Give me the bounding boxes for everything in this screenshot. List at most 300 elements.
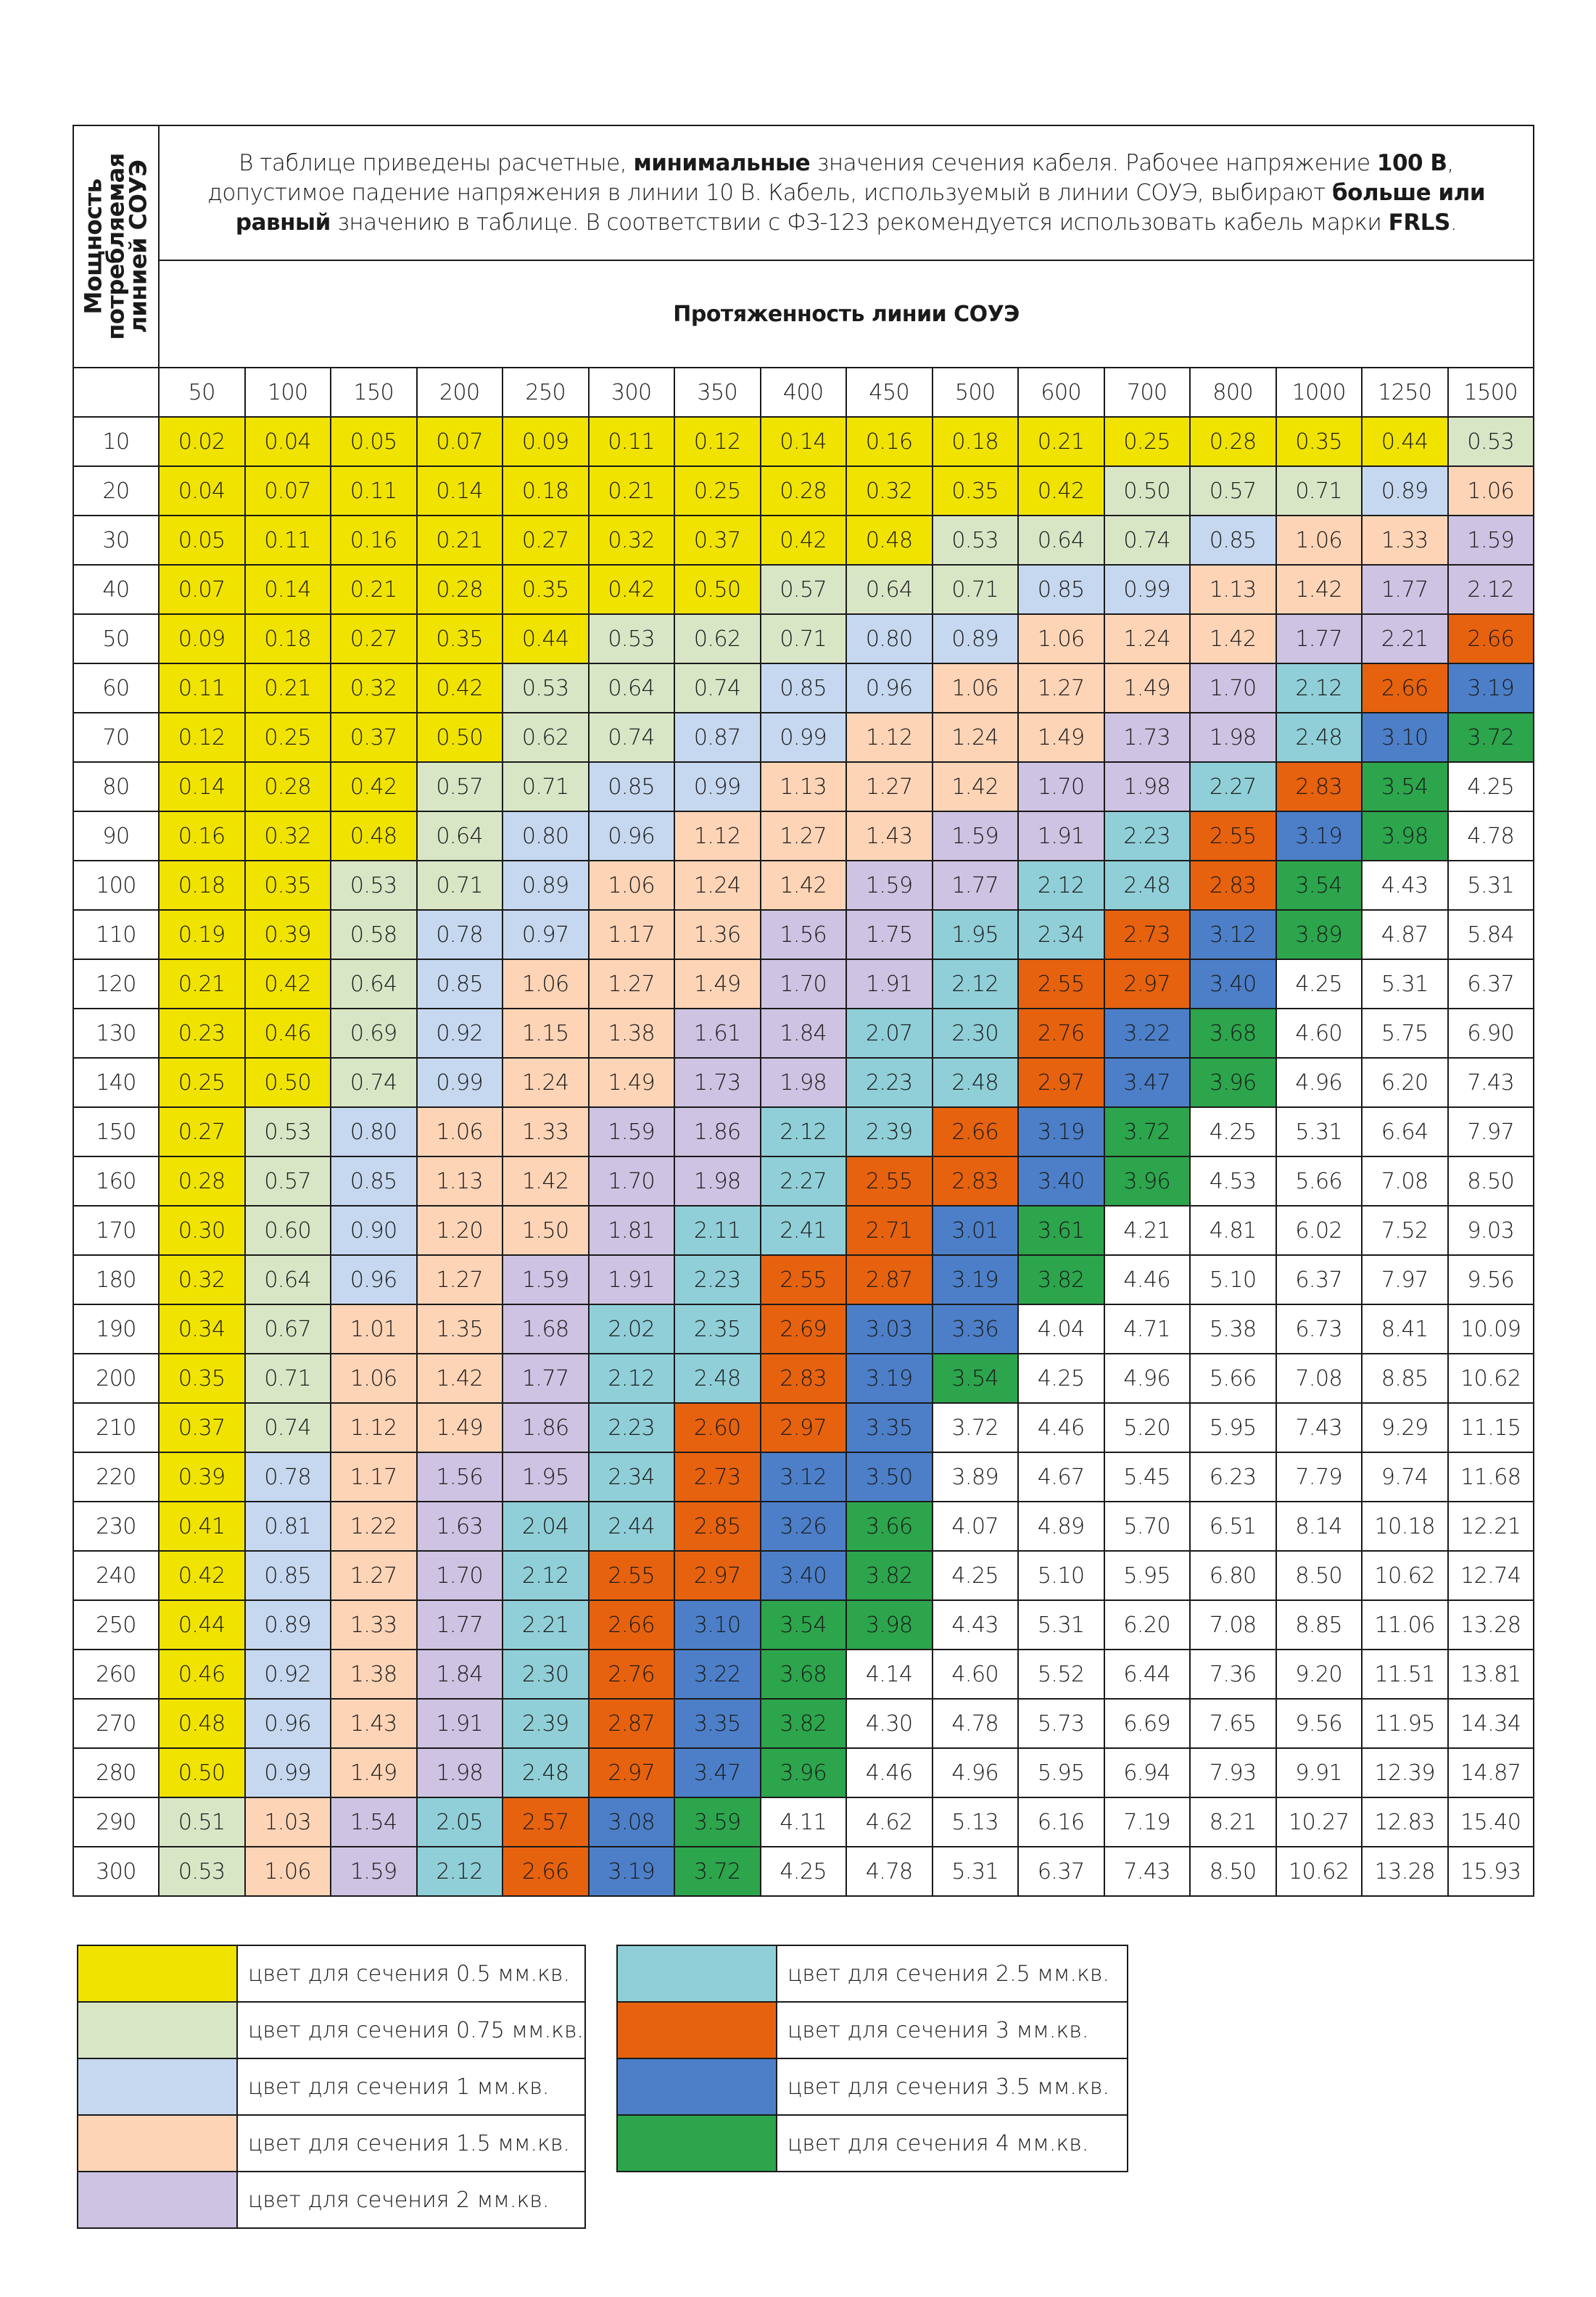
section-cell: 0.21 bbox=[589, 466, 675, 516]
power-cell: 290 bbox=[73, 1797, 159, 1847]
power-cell: 60 bbox=[73, 663, 159, 713]
section-cell: 0.14 bbox=[417, 466, 503, 516]
section-cell: 0.27 bbox=[331, 614, 417, 663]
legend-item bbox=[617, 2002, 1128, 2058]
power-cell: 150 bbox=[73, 1107, 159, 1156]
legend-item bbox=[78, 1945, 585, 2002]
section-cell: 0.42 bbox=[1018, 466, 1104, 516]
section-cell: 0.35 bbox=[503, 565, 589, 614]
section-cell: 3.10 bbox=[674, 1600, 761, 1650]
section-cell: 0.37 bbox=[159, 1403, 245, 1452]
row-axis-label-line: Мощность bbox=[79, 178, 107, 315]
section-cell: 5.45 bbox=[1104, 1452, 1191, 1502]
section-cell: 2.76 bbox=[1018, 1009, 1104, 1058]
section-cell: 4.46 bbox=[1104, 1255, 1191, 1304]
section-cell: 0.92 bbox=[417, 1009, 503, 1058]
section-cell: 4.25 bbox=[1448, 762, 1534, 811]
section-cell: 1.06 bbox=[331, 1354, 417, 1403]
section-cell: 0.48 bbox=[331, 811, 417, 861]
section-cell: 0.21 bbox=[245, 663, 331, 713]
section-cell: 0.64 bbox=[245, 1255, 331, 1304]
section-cell: 0.69 bbox=[331, 1009, 417, 1058]
section-cell: 0.80 bbox=[846, 614, 933, 663]
section-cell: 2.66 bbox=[503, 1847, 589, 1896]
section-cell: 4.25 bbox=[1276, 959, 1363, 1009]
section-cell: 5.70 bbox=[1104, 1502, 1191, 1551]
section-cell: 1.42 bbox=[417, 1354, 503, 1403]
section-cell: 2.44 bbox=[589, 1502, 675, 1551]
section-cell: 0.19 bbox=[159, 910, 245, 959]
section-cell: 2.55 bbox=[761, 1255, 847, 1304]
section-cell: 3.19 bbox=[1018, 1107, 1104, 1156]
section-cell: 8.14 bbox=[1276, 1502, 1363, 1551]
section-cell: 5.10 bbox=[1190, 1255, 1276, 1304]
section-cell: 7.79 bbox=[1276, 1452, 1363, 1502]
section-cell: 0.57 bbox=[1190, 466, 1276, 516]
section-cell: 2.34 bbox=[589, 1452, 675, 1502]
section-cell: 0.50 bbox=[1104, 466, 1191, 516]
section-cell: 0.44 bbox=[1362, 417, 1448, 466]
section-cell: 0.92 bbox=[245, 1650, 331, 1699]
section-cell: 0.04 bbox=[245, 417, 331, 466]
section-cell: 2.02 bbox=[589, 1304, 675, 1354]
section-cell: 3.96 bbox=[1104, 1156, 1191, 1206]
section-cell: 0.64 bbox=[417, 811, 503, 861]
section-cell: 2.66 bbox=[589, 1600, 675, 1650]
section-cell: 6.69 bbox=[1104, 1699, 1191, 1748]
section-cell: 5.31 bbox=[1276, 1107, 1363, 1156]
section-cell: 0.74 bbox=[331, 1058, 417, 1107]
section-cell: 0.16 bbox=[331, 516, 417, 565]
section-cell: 2.41 bbox=[761, 1206, 847, 1255]
legend-item bbox=[78, 2115, 585, 2172]
legend-swatch bbox=[78, 1945, 237, 2002]
table-row bbox=[73, 861, 1534, 910]
table-row bbox=[73, 663, 1534, 713]
legend-swatch bbox=[78, 2172, 237, 2228]
section-cell: 1.43 bbox=[331, 1699, 417, 1748]
legend-label: цвет для сечения 1.5 мм.кв. bbox=[237, 2115, 585, 2172]
column-header: 50 bbox=[159, 368, 245, 417]
power-cell: 120 bbox=[73, 959, 159, 1009]
table-row bbox=[73, 811, 1534, 861]
table-row bbox=[73, 713, 1534, 762]
section-cell: 0.07 bbox=[245, 466, 331, 516]
section-cell: 0.48 bbox=[159, 1699, 245, 1748]
section-cell: 5.31 bbox=[933, 1847, 1019, 1896]
section-cell: 2.04 bbox=[503, 1502, 589, 1551]
section-cell: 13.28 bbox=[1362, 1847, 1448, 1896]
section-cell: 0.42 bbox=[589, 565, 675, 614]
section-cell: 3.40 bbox=[1190, 959, 1276, 1009]
section-cell: 0.09 bbox=[503, 417, 589, 466]
section-cell: 1.98 bbox=[674, 1156, 761, 1206]
table-row bbox=[73, 1058, 1534, 1107]
section-cell: 1.24 bbox=[933, 713, 1019, 762]
section-cell: 0.85 bbox=[589, 762, 675, 811]
section-cell: 1.38 bbox=[589, 1009, 675, 1058]
section-cell: 10.09 bbox=[1448, 1304, 1534, 1354]
section-cell: 2.97 bbox=[761, 1403, 847, 1452]
section-cell: 0.80 bbox=[331, 1107, 417, 1156]
section-cell: 8.85 bbox=[1276, 1600, 1363, 1650]
section-cell: 0.42 bbox=[417, 663, 503, 713]
section-cell: 0.53 bbox=[245, 1107, 331, 1156]
section-cell: 2.66 bbox=[933, 1107, 1019, 1156]
table-row bbox=[73, 516, 1534, 565]
section-cell: 3.72 bbox=[933, 1403, 1019, 1452]
section-cell: 6.23 bbox=[1190, 1452, 1276, 1502]
section-cell: 0.53 bbox=[159, 1847, 245, 1896]
power-cell: 250 bbox=[73, 1600, 159, 1650]
section-cell: 1.73 bbox=[674, 1058, 761, 1107]
section-cell: 0.64 bbox=[1018, 516, 1104, 565]
section-cell: 11.51 bbox=[1362, 1650, 1448, 1699]
section-cell: 8.50 bbox=[1190, 1847, 1276, 1896]
section-cell: 1.43 bbox=[846, 811, 933, 861]
section-cell: 5.95 bbox=[1018, 1748, 1104, 1797]
section-cell: 1.06 bbox=[1276, 516, 1363, 565]
section-cell: 0.85 bbox=[761, 663, 847, 713]
section-cell: 1.56 bbox=[417, 1452, 503, 1502]
section-cell: 1.59 bbox=[503, 1255, 589, 1304]
section-cell: 1.13 bbox=[1190, 565, 1276, 614]
section-cell: 1.98 bbox=[761, 1058, 847, 1107]
power-cell: 50 bbox=[73, 614, 159, 663]
section-cell: 4.60 bbox=[1276, 1009, 1363, 1058]
section-cell: 0.50 bbox=[159, 1748, 245, 1797]
section-cell: 0.16 bbox=[846, 417, 933, 466]
section-cell: 9.74 bbox=[1362, 1452, 1448, 1502]
legend-item bbox=[617, 1945, 1128, 2002]
section-cell: 1.06 bbox=[417, 1107, 503, 1156]
section-cell: 10.62 bbox=[1276, 1847, 1363, 1896]
legend-label: цвет для сечения 3.5 мм.кв. bbox=[777, 2058, 1128, 2115]
section-cell: 4.53 bbox=[1190, 1156, 1276, 1206]
section-cell: 3.22 bbox=[1104, 1009, 1191, 1058]
legend-swatch bbox=[78, 2002, 237, 2058]
section-cell: 0.44 bbox=[159, 1600, 245, 1650]
section-cell: 1.27 bbox=[417, 1255, 503, 1304]
section-cell: 0.89 bbox=[933, 614, 1019, 663]
row-axis-label-line: потребляемая bbox=[102, 153, 130, 340]
section-cell: 1.70 bbox=[761, 959, 847, 1009]
section-cell: 6.44 bbox=[1104, 1650, 1191, 1699]
section-cell: 0.97 bbox=[503, 910, 589, 959]
column-header: 300 bbox=[589, 368, 675, 417]
section-cell: 2.76 bbox=[589, 1650, 675, 1699]
section-cell: 2.30 bbox=[933, 1009, 1019, 1058]
section-cell: 1.98 bbox=[417, 1748, 503, 1797]
section-cell: 0.18 bbox=[245, 614, 331, 663]
section-cell: 3.82 bbox=[761, 1699, 847, 1748]
section-cell: 1.35 bbox=[417, 1304, 503, 1354]
section-cell: 0.32 bbox=[159, 1255, 245, 1304]
section-cell: 4.89 bbox=[1018, 1502, 1104, 1551]
table-row bbox=[73, 1699, 1534, 1748]
section-cell: 2.57 bbox=[503, 1797, 589, 1847]
column-header: 800 bbox=[1190, 368, 1276, 417]
section-cell: 2.48 bbox=[933, 1058, 1019, 1107]
section-cell: 7.43 bbox=[1448, 1058, 1534, 1107]
table-note bbox=[159, 125, 1534, 260]
section-cell: 3.98 bbox=[1362, 811, 1448, 861]
table-row bbox=[73, 1847, 1534, 1896]
section-cell: 0.81 bbox=[245, 1502, 331, 1551]
section-cell: 0.58 bbox=[331, 910, 417, 959]
section-cell: 0.46 bbox=[245, 1009, 331, 1058]
section-cell: 0.42 bbox=[761, 516, 847, 565]
legend-label: цвет для сечения 3 мм.кв. bbox=[777, 2002, 1128, 2058]
section-cell: 3.35 bbox=[674, 1699, 761, 1748]
section-cell: 0.21 bbox=[159, 959, 245, 1009]
section-cell: 1.22 bbox=[331, 1502, 417, 1551]
section-cell: 3.54 bbox=[1276, 861, 1363, 910]
section-cell: 4.67 bbox=[1018, 1452, 1104, 1502]
legend-swatch bbox=[617, 2058, 777, 2115]
section-cell: 10.18 bbox=[1362, 1502, 1448, 1551]
legend-swatch bbox=[617, 1945, 777, 2002]
section-cell: 2.97 bbox=[589, 1748, 675, 1797]
section-cell: 1.61 bbox=[674, 1009, 761, 1058]
section-cell: 4.43 bbox=[1362, 861, 1448, 910]
section-cell: 2.12 bbox=[417, 1847, 503, 1896]
section-cell: 0.27 bbox=[159, 1107, 245, 1156]
table-row bbox=[73, 910, 1534, 959]
section-cell: 0.04 bbox=[159, 466, 245, 516]
section-cell: 3.22 bbox=[674, 1650, 761, 1699]
header-corner-empty bbox=[73, 368, 159, 417]
section-cell: 2.23 bbox=[1104, 811, 1191, 861]
section-cell: 1.68 bbox=[503, 1304, 589, 1354]
column-header: 500 bbox=[933, 368, 1019, 417]
section-cell: 5.84 bbox=[1448, 910, 1534, 959]
section-cell: 5.52 bbox=[1018, 1650, 1104, 1699]
section-cell: 0.11 bbox=[331, 466, 417, 516]
section-cell: 7.36 bbox=[1190, 1650, 1276, 1699]
section-cell: 0.18 bbox=[159, 861, 245, 910]
section-cell: 3.54 bbox=[933, 1354, 1019, 1403]
section-cell: 0.28 bbox=[417, 565, 503, 614]
section-cell: 0.11 bbox=[159, 663, 245, 713]
section-cell: 0.32 bbox=[846, 466, 933, 516]
section-cell: 0.34 bbox=[159, 1304, 245, 1354]
section-cell: 1.03 bbox=[245, 1797, 331, 1847]
section-cell: 4.81 bbox=[1190, 1206, 1276, 1255]
section-cell: 1.42 bbox=[1276, 565, 1363, 614]
section-cell: 1.12 bbox=[674, 811, 761, 861]
power-cell: 270 bbox=[73, 1699, 159, 1748]
section-cell: 0.60 bbox=[245, 1206, 331, 1255]
section-cell: 1.24 bbox=[1104, 614, 1191, 663]
section-cell: 3.40 bbox=[1018, 1156, 1104, 1206]
section-cell: 7.97 bbox=[1448, 1107, 1534, 1156]
section-cell: 0.96 bbox=[846, 663, 933, 713]
section-cell: 0.50 bbox=[245, 1058, 331, 1107]
section-cell: 0.25 bbox=[674, 466, 761, 516]
legend-item bbox=[78, 2002, 585, 2058]
table-row bbox=[73, 1156, 1534, 1206]
section-cell: 2.07 bbox=[846, 1009, 933, 1058]
section-cell: 0.87 bbox=[674, 713, 761, 762]
section-cell: 1.59 bbox=[1448, 516, 1534, 565]
section-cell: 0.35 bbox=[933, 466, 1019, 516]
power-cell: 180 bbox=[73, 1255, 159, 1304]
table-row bbox=[73, 466, 1534, 516]
section-cell: 0.11 bbox=[589, 417, 675, 466]
legend-item bbox=[78, 2058, 585, 2115]
section-cell: 4.71 bbox=[1104, 1304, 1191, 1354]
section-cell: 0.39 bbox=[159, 1452, 245, 1502]
section-cell: 13.81 bbox=[1448, 1650, 1534, 1699]
section-cell: 1.49 bbox=[331, 1748, 417, 1797]
section-cell: 0.62 bbox=[503, 713, 589, 762]
legend-swatch bbox=[78, 2058, 237, 2115]
section-cell: 1.33 bbox=[503, 1107, 589, 1156]
section-cell: 12.83 bbox=[1362, 1797, 1448, 1847]
section-cell: 2.83 bbox=[1276, 762, 1363, 811]
section-cell: 0.21 bbox=[1018, 417, 1104, 466]
section-cell: 1.56 bbox=[761, 910, 847, 959]
legend-label: цвет для сечения 0.5 мм.кв. bbox=[237, 1945, 585, 2002]
section-cell: 0.25 bbox=[159, 1058, 245, 1107]
section-cell: 0.80 bbox=[503, 811, 589, 861]
section-cell: 13.28 bbox=[1448, 1600, 1534, 1650]
section-cell: 7.93 bbox=[1190, 1748, 1276, 1797]
section-cell: 0.99 bbox=[761, 713, 847, 762]
section-cell: 1.70 bbox=[589, 1156, 675, 1206]
section-cell: 0.41 bbox=[159, 1502, 245, 1551]
section-cell: 0.71 bbox=[503, 762, 589, 811]
section-cell: 0.51 bbox=[159, 1797, 245, 1847]
section-cell: 0.71 bbox=[1276, 466, 1363, 516]
section-cell: 12.39 bbox=[1362, 1748, 1448, 1797]
section-cell: 1.27 bbox=[589, 959, 675, 1009]
section-cell: 0.37 bbox=[331, 713, 417, 762]
section-cell: 7.08 bbox=[1362, 1156, 1448, 1206]
table-row bbox=[73, 1600, 1534, 1650]
section-cell: 0.53 bbox=[589, 614, 675, 663]
section-cell: 0.21 bbox=[417, 516, 503, 565]
section-cell: 2.60 bbox=[674, 1403, 761, 1452]
column-header: 100 bbox=[245, 368, 331, 417]
section-cell: 0.12 bbox=[674, 417, 761, 466]
section-cell: 1.17 bbox=[589, 910, 675, 959]
section-cell: 3.19 bbox=[589, 1847, 675, 1896]
section-cell: 7.65 bbox=[1190, 1699, 1276, 1748]
section-cell: 3.72 bbox=[1104, 1107, 1191, 1156]
section-cell: 5.20 bbox=[1104, 1403, 1191, 1452]
section-cell: 0.89 bbox=[1362, 466, 1448, 516]
column-header: 1000 bbox=[1276, 368, 1363, 417]
section-cell: 8.85 bbox=[1362, 1354, 1448, 1403]
legend-label: цвет для сечения 2.5 мм.кв. bbox=[777, 1945, 1128, 2002]
section-cell: 2.12 bbox=[1448, 565, 1534, 614]
section-cell: 1.15 bbox=[503, 1009, 589, 1058]
table-row bbox=[73, 1304, 1534, 1354]
section-cell: 0.07 bbox=[159, 565, 245, 614]
section-cell: 2.21 bbox=[1362, 614, 1448, 663]
section-cell: 2.87 bbox=[589, 1699, 675, 1748]
section-cell: 3.96 bbox=[761, 1748, 847, 1797]
section-cell: 11.95 bbox=[1362, 1699, 1448, 1748]
section-cell: 0.12 bbox=[159, 713, 245, 762]
section-cell: 0.23 bbox=[159, 1009, 245, 1058]
section-cell: 4.43 bbox=[933, 1600, 1019, 1650]
section-cell: 1.77 bbox=[1276, 614, 1363, 663]
section-cell: 0.67 bbox=[245, 1304, 331, 1354]
section-cell: 0.46 bbox=[159, 1650, 245, 1699]
section-cell: 5.13 bbox=[933, 1797, 1019, 1847]
section-cell: 1.20 bbox=[417, 1206, 503, 1255]
section-cell: 2.48 bbox=[1276, 713, 1363, 762]
section-cell: 8.50 bbox=[1448, 1156, 1534, 1206]
section-cell: 2.97 bbox=[674, 1551, 761, 1600]
section-cell: 0.11 bbox=[245, 516, 331, 565]
section-cell: 11.15 bbox=[1448, 1403, 1534, 1452]
section-cell: 1.63 bbox=[417, 1502, 503, 1551]
section-cell: 0.53 bbox=[503, 663, 589, 713]
section-cell: 4.25 bbox=[761, 1847, 847, 1896]
section-cell: 0.85 bbox=[1018, 565, 1104, 614]
table-row bbox=[73, 1650, 1534, 1699]
section-cell: 4.78 bbox=[846, 1847, 933, 1896]
section-cell: 3.96 bbox=[1190, 1058, 1276, 1107]
table-row bbox=[73, 1797, 1534, 1847]
section-cell: 1.49 bbox=[417, 1403, 503, 1452]
section-cell: 3.68 bbox=[761, 1650, 847, 1699]
section-cell: 1.84 bbox=[761, 1009, 847, 1058]
section-cell: 1.06 bbox=[1018, 614, 1104, 663]
section-cell: 0.32 bbox=[589, 516, 675, 565]
table-row bbox=[73, 565, 1534, 614]
section-cell: 4.78 bbox=[933, 1699, 1019, 1748]
section-cell: 1.13 bbox=[417, 1156, 503, 1206]
section-cell: 4.87 bbox=[1362, 910, 1448, 959]
section-cell: 1.50 bbox=[503, 1206, 589, 1255]
section-cell: 2.12 bbox=[1018, 861, 1104, 910]
length-header-row bbox=[73, 368, 1534, 417]
section-cell: 2.21 bbox=[503, 1600, 589, 1650]
section-cell: 2.71 bbox=[846, 1206, 933, 1255]
column-header: 1500 bbox=[1448, 368, 1534, 417]
section-cell: 1.77 bbox=[1362, 565, 1448, 614]
section-cell: 9.56 bbox=[1276, 1699, 1363, 1748]
section-cell: 1.38 bbox=[331, 1650, 417, 1699]
section-cell: 0.18 bbox=[503, 466, 589, 516]
section-cell: 0.42 bbox=[245, 959, 331, 1009]
power-cell: 130 bbox=[73, 1009, 159, 1058]
section-cell: 1.27 bbox=[846, 762, 933, 811]
section-cell: 11.06 bbox=[1362, 1600, 1448, 1650]
section-cell: 0.28 bbox=[761, 466, 847, 516]
section-cell: 1.01 bbox=[331, 1304, 417, 1354]
section-cell: 0.89 bbox=[245, 1600, 331, 1650]
section-cell: 0.64 bbox=[589, 663, 675, 713]
section-cell: 0.85 bbox=[1190, 516, 1276, 565]
section-cell: 0.27 bbox=[503, 516, 589, 565]
section-cell: 0.99 bbox=[1104, 565, 1191, 614]
legend-label: цвет для сечения 4 мм.кв. bbox=[777, 2115, 1128, 2172]
power-cell: 260 bbox=[73, 1650, 159, 1699]
section-cell: 4.25 bbox=[1018, 1354, 1104, 1403]
power-cell: 190 bbox=[73, 1304, 159, 1354]
section-cell: 0.14 bbox=[245, 565, 331, 614]
section-cell: 2.27 bbox=[761, 1156, 847, 1206]
section-cell: 1.42 bbox=[761, 861, 847, 910]
section-cell: 1.91 bbox=[589, 1255, 675, 1304]
section-cell: 2.83 bbox=[1190, 861, 1276, 910]
